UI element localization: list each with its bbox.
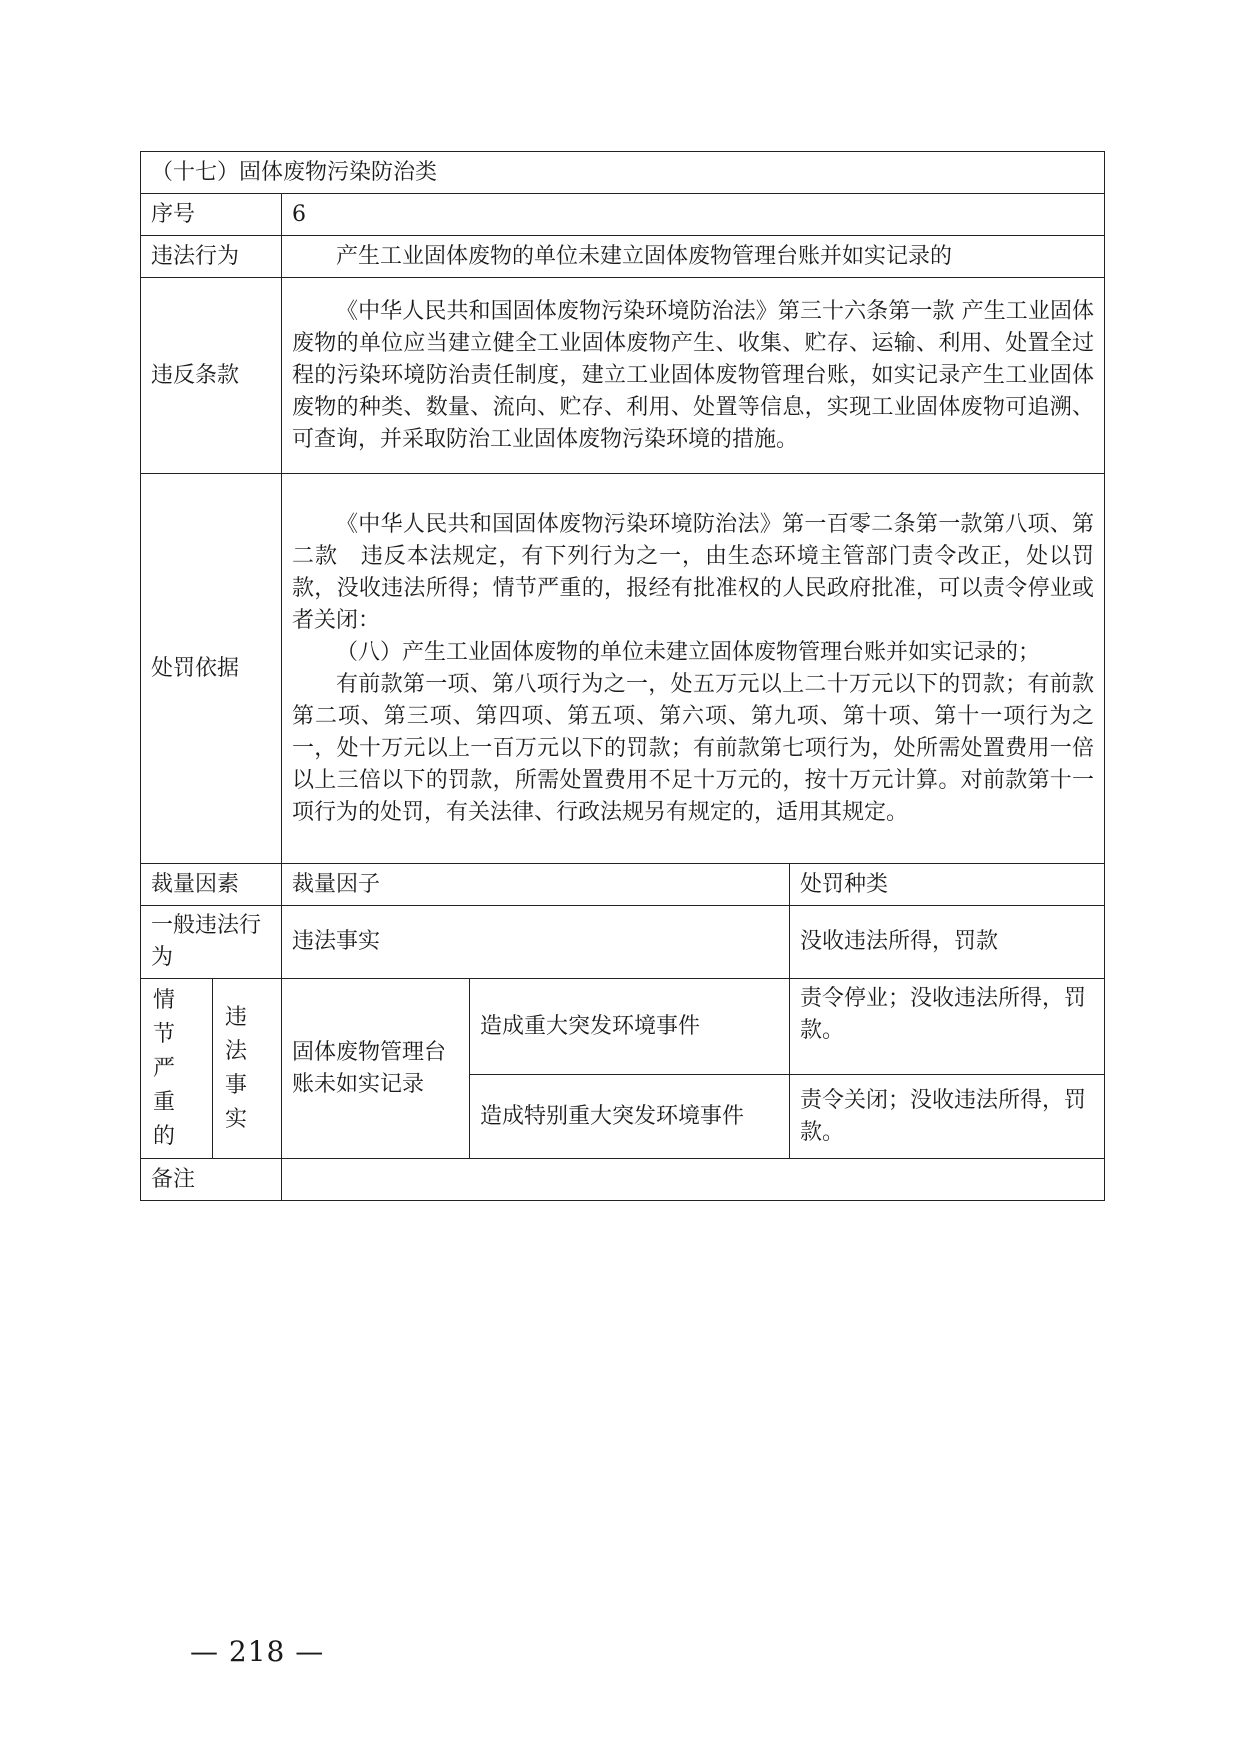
serial-label: 序号 — [141, 194, 282, 236]
discretion-label: 裁量因素 — [141, 864, 282, 906]
page-number: — 218 — — [190, 1635, 325, 1668]
serious-label: 情节严重的 — [141, 979, 213, 1159]
basis-para-3: 有前款第一项、第八项行为之一，处五万元以上二十万元以下的罚款；有前款第二项、第三项、第四项、第五项、第六项、第九项、第十项、第十一项行为之一，处十万元以上一百万元以下的罚款；有前款第七项行为，处所需处置费用一倍以上三倍以下的罚款，所需处置费用不足十万元的，按十万元计算。对前款第十一项行为的处罚，有关法律、行政法规另有规定的，适用其规定。 — [292, 671, 1095, 825]
basis-para-2: （八）产生工业固体废物的单位未建立固体废物管理台账并如实记录的； — [336, 639, 1041, 665]
serious-case-1: 造成重大突发环境事件 — [470, 979, 790, 1075]
category-title: （十七）固体废物污染防治类 — [141, 152, 1105, 194]
penalty-header: 处罚种类 — [790, 864, 1105, 906]
general-penalty: 没收违法所得，罚款 — [790, 906, 1105, 979]
basis-para-1: 《中华人民共和国固体废物污染环境防治法》第一百零二条第一款第八项、第二款 违反本法规定，有下列行为之一，由生态环境主管部门责令改正，处以罚款，没收违法所得；情节严重的，报经有批准权的人民政府批准，可以责令停业或者关闭： — [292, 511, 1095, 633]
serious-penalty-1: 责令停业；没收违法所得，罚款。 — [790, 979, 1105, 1075]
general-label: 一般违法行为 — [141, 906, 282, 979]
serial-value: 6 — [282, 194, 1105, 236]
clause-label: 违反条款 — [141, 278, 282, 474]
violation-value: 产生工业固体废物的单位未建立固体废物管理台账并如实记录的 — [336, 243, 953, 269]
remarks-value — [282, 1159, 1105, 1201]
violation-label: 违法行为 — [141, 236, 282, 278]
general-factor: 违法事实 — [282, 906, 790, 979]
serious-factor: 固体废物管理台账未如实记录 — [282, 979, 470, 1159]
clause-text: 《中华人民共和国固体废物污染环境防治法》第三十六条第一款 产生工业固体废物的单位应当建立健全工业固体废物产生、收集、贮存、运输、利用、处置全过程的污染环境防治责任制度，建立工业固体废物管理台账，如实记录产生工业固体废物的种类、数量、流向、贮存、利用、处置等信息，实现工业固体废物可追溯、可查询，并采取防治工业固体废物污染环境的措施。 — [292, 298, 1095, 452]
remarks-label: 备注 — [141, 1159, 282, 1201]
factor-header: 裁量因子 — [282, 864, 790, 906]
basis-label: 处罚依据 — [141, 474, 282, 864]
serious-penalty-2: 责令关闭；没收违法所得，罚款。 — [790, 1075, 1105, 1159]
penalty-table — [140, 151, 1105, 1201]
serious-case-2: 造成特别重大突发环境事件 — [470, 1075, 790, 1159]
facts-label: 违法事实 — [213, 979, 282, 1159]
